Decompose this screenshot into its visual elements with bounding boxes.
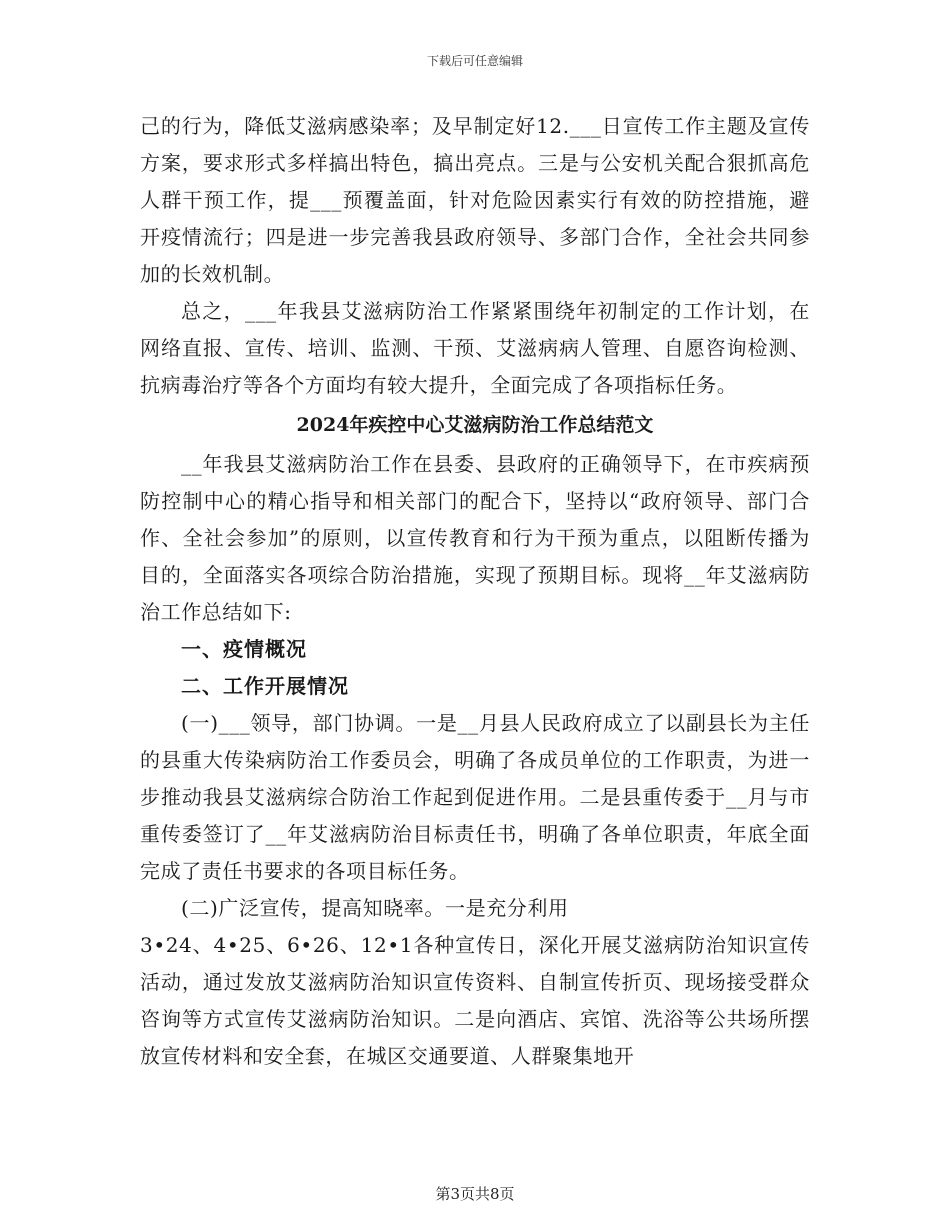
document-title: 2024年疾控中心艾滋病防治工作总结范文 xyxy=(296,414,654,436)
page-header: 下载后可任意编辑 xyxy=(426,54,523,68)
paragraph-leadership: (一)___领导，部门协调。一是__月县人民政府成立了以副县长为主任的县重大传染病防治工作委员会，明确了各成员单位的工作职责，为进一步推动我县艾滋病综合防治工作起到促进作用。二是县重传委于__月与市重传委签订了__年艾滋病防治目标责任书，明确了各单位职责，年底全面完成了责任书要求的各项目标任务。 xyxy=(140,711,810,883)
paragraph-publicity-continued: 3•24、4•25、6•26、12•1各种宣传日，深化开展艾滋病防治知识宣传活动，通过发放艾滋病防治知识宣传资料、自制宣传折页、现场接受群众咨询等方式宣传艾滋病防治知识。二是向酒店、宾馆、洗浴等公共场所摆放宣传材料和安全套，在城区交通要道、人群聚集地开 xyxy=(140,933,810,1068)
section-heading-1: 一、疫情概况 xyxy=(181,637,307,661)
paragraph-intro: __年我县艾滋病防治工作在县委、县政府的正确领导下，在市疾病预防控制中心的精心指导和相关部门的配合下，坚持以“政府领导、部门合作、全社会参加”的原则，以宣传教育和行为干预为重点，以阻断传播为目的，全面落实各项综合防治措施，实现了预期目标。现将__年艾滋病防治工作总结如下: xyxy=(140,452,810,624)
paragraph-publicity: (二)广泛宣传，提高知晓率。一是充分利用 xyxy=(181,896,569,920)
paragraph-continued: 己的行为，降低艾滋病感染率；及早制定好12.___日宣传工作主题及宣传方案，要求形式多样搞出特色，搞出亮点。三是与公安机关配合狠抓高危人群干预工作，提___预覆盖面，针对危险因素实行有效的防控措施，避开疫情流行；四是进一步完善我县政府领导、多部门合作，全社会共同参加的长效机制。 xyxy=(140,114,810,286)
document-body xyxy=(140,108,810,1075)
page-footer: 第3页共8页 xyxy=(435,1185,515,1203)
section-heading-2: 二、工作开展情况 xyxy=(181,674,349,698)
paragraph-summary: 总之，___年我县艾滋病防治工作紧紧围绕年初制定的工作计划，在网络直报、宣传、培训、监测、干预、艾滋病病人管理、自愿咨询检测、抗病毒治疗等各个方面均有较大提升，全面完成了各项指标任务。 xyxy=(140,299,810,397)
